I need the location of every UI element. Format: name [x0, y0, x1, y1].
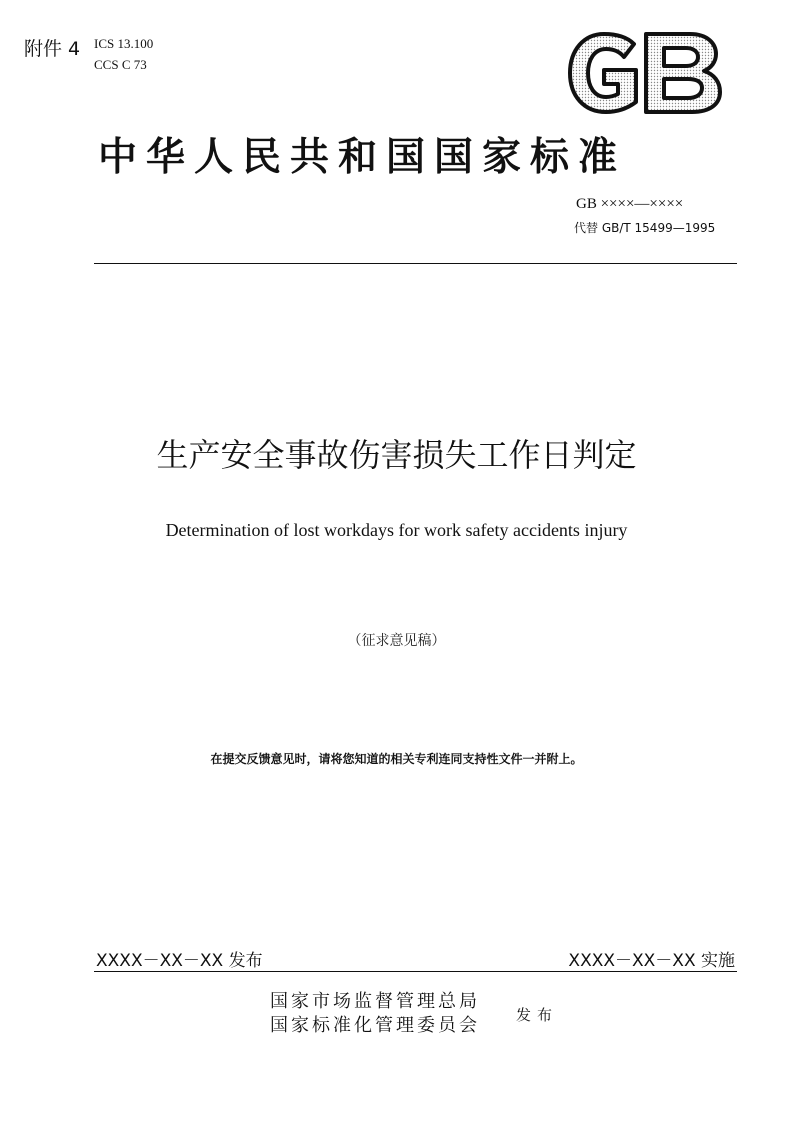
- implement-date: XXXX－XX－XX 实施: [568, 951, 735, 971]
- national-standard-heading: 中华人民共和国国家标准: [98, 134, 627, 180]
- draft-label: （征求意见稿）: [347, 633, 446, 649]
- replaces-standard: 代替 GB/T 15499—1995: [574, 221, 716, 235]
- issuing-authorities: [270, 990, 480, 1038]
- gb-logo: [566, 30, 726, 116]
- classification-codes: [94, 33, 153, 75]
- ccs-code: CCS C 73: [94, 57, 147, 72]
- patent-notice: 在提交反馈意见时，请将您知道的相关专利连同支持性文件一并附上。: [210, 752, 583, 766]
- issue-label: 发布: [516, 1006, 559, 1024]
- title-english: Determination of lost workdays for work safety accidents injury: [165, 520, 628, 540]
- header-divider: [94, 263, 737, 264]
- publish-date: XXXX－XX－XX 发布: [96, 951, 263, 971]
- footer-divider: [94, 971, 737, 972]
- ics-code: ICS 13.100: [94, 36, 154, 51]
- gb-number: GB ××××—××××: [576, 196, 684, 212]
- attachment-label: 附件 4: [24, 38, 81, 60]
- title-chinese: 生产安全事故伤害损失工作日判定: [156, 436, 637, 474]
- issuer-sac: 国家标准化管理委员会: [270, 1015, 480, 1036]
- issuer-samr: 国家市场监督管理总局: [270, 991, 480, 1012]
